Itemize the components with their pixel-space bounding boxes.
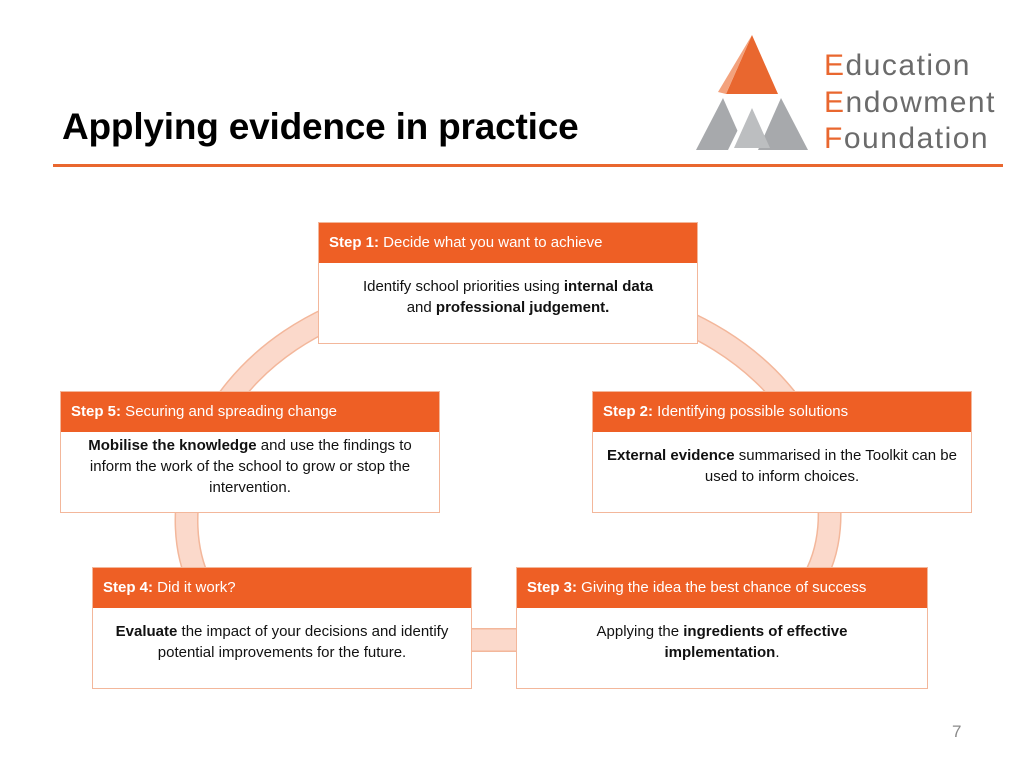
- step-1-box: [318, 222, 698, 344]
- step-2-header: Step 2: Identifying possible solutions: [593, 392, 971, 432]
- logo-line-endowment: Endowment: [824, 85, 996, 119]
- step-4-box: [92, 567, 472, 689]
- step-4-header: Step 4: Did it work?: [93, 568, 471, 608]
- step-3-header: Step 3: Giving the idea the best chance of success: [517, 568, 927, 608]
- step-2-box: [592, 391, 972, 513]
- page-number: 7: [952, 722, 962, 741]
- step-5-header: Step 5: Securing and spreading change: [61, 392, 439, 432]
- logo-line-foundation: Foundation: [824, 122, 990, 155]
- step-3-box: [516, 567, 928, 689]
- step-5-body: Mobilise the knowledge and use the findings to inform the work of the school to grow or stop the intervention.: [88, 437, 412, 496]
- logo-line-education: Education: [824, 49, 971, 82]
- step-4-body: Evaluate the impact of your decisions and identify potential improvements for the future.: [115, 623, 449, 661]
- step-2-body: External evidence summarised in the Toolkit can be used to inform choices.: [607, 447, 957, 485]
- slide-title: Applying evidence in practice: [62, 106, 579, 147]
- step-1-body: Identify school priorities using internal data and professional judgement.: [362, 278, 654, 316]
- step-5-box: [60, 391, 440, 513]
- step-3-body: Applying the ingredients of effective implementation.: [596, 623, 848, 661]
- step-1-header: Step 1: Decide what you want to achieve: [319, 223, 697, 263]
